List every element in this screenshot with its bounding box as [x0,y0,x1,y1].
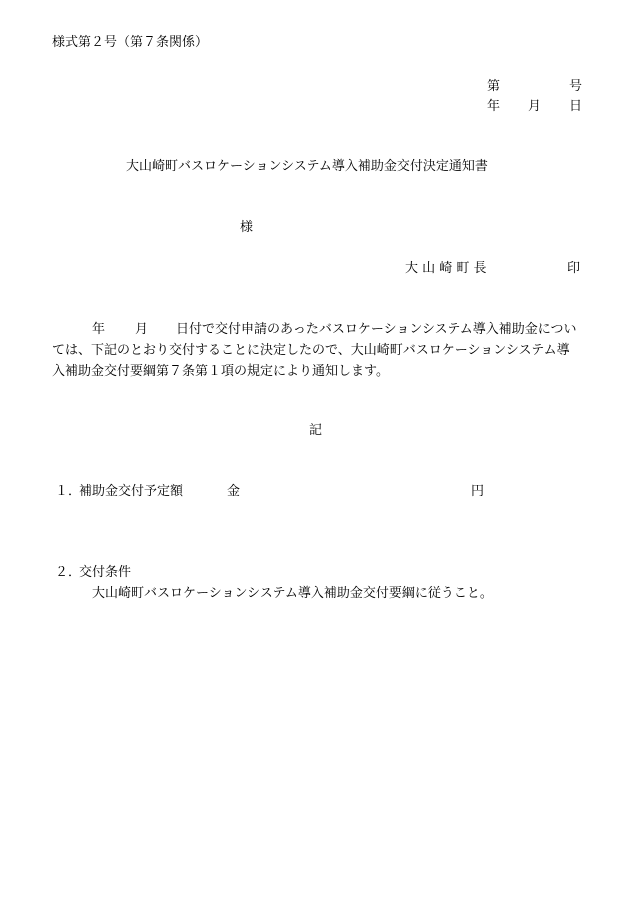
body-paragraph [52,319,582,382]
item1-unit: 円 [471,484,485,499]
item1-prefix: 金 [227,484,241,499]
item1-number: １． [55,484,82,499]
item2-label: 交付条件 [79,565,132,580]
recipient-suffix: 様 [240,220,254,235]
date-day: 日 [569,99,583,114]
item2-content: 大山崎町バスロケーションシステム導入補助金交付要綱に従うこと。 [92,586,493,601]
body-month: 月 [135,322,149,337]
item1-label: 補助金交付予定額 [79,484,184,499]
ref-no-prefix: 第 [487,79,501,94]
issuer-seal: 印 [567,261,581,276]
body-year: 年 [92,322,106,337]
document-title: 大山崎町バスロケーションシステム導入補助金交付決定通知書 [126,159,488,174]
form-number: 様式第２号（第７条関係） [52,35,209,50]
body-text: 日付で交付申請のあったバスロケーションシステム導入補助金については、下記のとおり交付することに決定したので、大山崎町バスロケーションシステム導入補助金交付要綱第７条第１項の規定により通知します。 [52,322,577,379]
ref-no-suffix: 号 [569,79,583,94]
date-year: 年 [487,99,501,114]
ki-heading: 記 [309,423,323,438]
issuer-name: 大 山 崎 町 長 [405,261,487,276]
date-month: 月 [528,99,542,114]
item2-number: ２． [55,565,82,580]
